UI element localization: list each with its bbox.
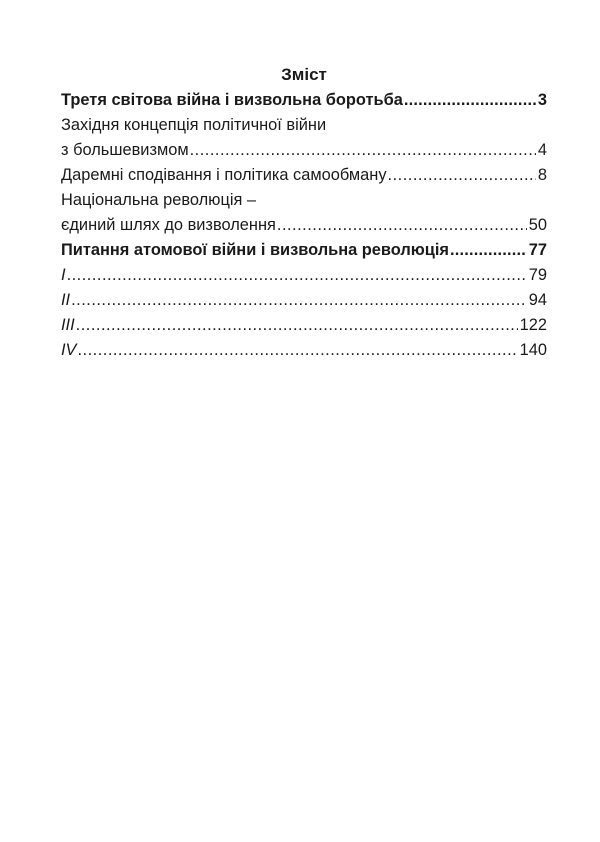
toc-entry-vain-hopes[interactable] (61, 163, 547, 188)
dot-leader (277, 213, 527, 238)
table-of-contents (61, 64, 547, 363)
dot-leader (404, 88, 536, 113)
dot-leader (78, 338, 518, 363)
toc-entry-label: Третя світова війна і визвольна боротьба (61, 91, 403, 109)
toc-entry-section-ii[interactable] (61, 288, 547, 313)
toc-entry-page-number: 140 (519, 341, 547, 359)
dot-leader (67, 263, 527, 288)
toc-entry-label-line-1: Національна революція – (61, 191, 257, 209)
dot-leader (450, 238, 527, 263)
toc-entry-label: II (61, 291, 71, 309)
toc-entry-page-number: 77 (528, 241, 547, 259)
toc-entry-label: Даремні сподівання і політика самообману (61, 166, 387, 184)
toc-entry-western-concept[interactable] (61, 113, 547, 163)
toc-entry-atomic-war[interactable] (61, 238, 547, 263)
toc-entry-section-i[interactable] (61, 263, 547, 288)
toc-entry-page-number: 3 (537, 91, 547, 109)
toc-entry-label: Питання атомової війни і визвольна революція (61, 241, 449, 259)
toc-entry-label-line-1: Західня концепція політичної війни (61, 116, 327, 134)
toc-entry-label: з большевизмом (61, 141, 189, 159)
toc-entry-page-number: 8 (537, 166, 547, 184)
dot-leader (388, 163, 536, 188)
toc-entry-page-number: 94 (528, 291, 547, 309)
toc-entry-label: єдиний шлях до визволення (61, 216, 276, 234)
toc-title: Зміст (281, 65, 327, 84)
dot-leader (76, 313, 518, 338)
toc-entry-page-number: 79 (528, 266, 547, 284)
toc-entry-label: I (61, 266, 66, 284)
toc-entry-page-number: 122 (519, 316, 547, 334)
toc-entry-third-world-war[interactable] (61, 88, 547, 113)
toc-entry-page-number: 4 (537, 141, 547, 159)
toc-entry-page-number: 50 (528, 216, 547, 234)
dot-leader (190, 138, 536, 163)
toc-entry-label: IV (61, 341, 77, 359)
toc-entry-section-iii[interactable] (61, 313, 547, 338)
toc-entry-label: III (61, 316, 75, 334)
toc-entry-section-iv[interactable] (61, 338, 547, 363)
toc-entry-national-revolution[interactable] (61, 188, 547, 238)
dot-leader (71, 288, 527, 313)
